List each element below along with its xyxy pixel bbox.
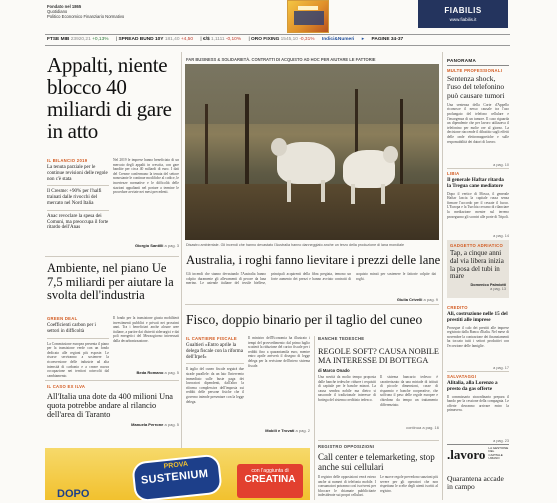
sheep-photo: [185, 64, 439, 240]
tap-byline: Domenico Palmiotti: [470, 283, 506, 288]
ad-badge-top: PROVA: [163, 460, 189, 471]
photo-kicker: FAR BUSINESS & SOLIDARIETÀ. CONTRATTI DI ACQUISTO AD HOC PER AIUTARE LE FATTORIE: [186, 57, 376, 62]
ad-right-main: CREATINA: [244, 474, 296, 485]
banks-byline: di Marco Onado: [318, 368, 350, 373]
second-byline: Beda Romano: [136, 370, 164, 375]
tap-byline-row: [450, 283, 506, 291]
chevron-right-icon: ▸: [361, 37, 365, 42]
banks-body: Una novità da molto tempo proposta dalle banche tedesche: ridurre i requisiti di capitale per le banche minori. La causa sembra nobile ma dietro si nasconde il tradizionale interesse di bottega del sistema creditizio tedesco.: [318, 375, 376, 402]
right-story-2-headline: Il generale Haftar ritarda la Tregua cane mediatore: [447, 177, 504, 189]
lead-summary: [47, 158, 109, 231]
ilva-block[interactable]: [47, 384, 179, 427]
fiabilis-name: FIABILIS: [444, 6, 482, 15]
fisco-byline: Mobili e Trovati: [265, 428, 295, 433]
fisco-summary: [186, 336, 244, 431]
ticker-pages: PAGINE 34-37: [371, 37, 404, 42]
right-story-3-body: Prosegue il calo dei prestiti alle imprese registrato dalla Banca d'Italia. Nel mese di novembre la contrazione dei finanziamenti ha toccato tutti i settori produttivi con l'eccezione delle famiglie.: [447, 325, 509, 348]
masthead-info: [47, 4, 167, 19]
right-story-4[interactable]: [447, 374, 509, 443]
ticker-item: | ORO FIXING 1545,10 -0,31%: [248, 37, 315, 42]
ad-right-box: [237, 464, 303, 498]
lavoro-brand: .lavoro: [447, 446, 486, 462]
fiabilis-url: www.fiabilis.it: [449, 17, 477, 22]
right-story-1-ref: a pag. 10: [493, 162, 509, 167]
tap-section: GADGETTO ADRIATICO: [450, 243, 504, 248]
ticker-item: | €/$ 1,1111 -0,10%: [200, 37, 242, 42]
tap-headline: Tap, a cinque anni dal via libera inizia la posa del tubi in mare: [450, 249, 504, 281]
fiabilis-ad[interactable]: [418, 0, 508, 28]
right-story-4-body: Il commissario straordinario prepara il bando per la cessione della compagnia. Le offerte dovranno arrivare entro la primavera.: [447, 394, 509, 413]
fisco-body: Il taglio del cuneo fiscale seguirà due strade parallele: da un lato l'intervento immediato sulle buste paga dei lavoratori dipendenti, dall'altro la riforma complessiva dell'imposta sui redditi delle persone fisiche che il governo intende presentare con la legge delega.: [186, 367, 244, 404]
lead-body-left: Nel 2019 le imprese hanno beneficiato di un mercato degli appalti in crescita, con gare bandite per circa 40 miliardi di euro. I dati del Cresme confermano la tenuta del settore nonostante le continue modifiche al codice, le incertezze normative e le difficoltà delle stazioni appaltanti nel portare a termine le procedure avviate nei mesi precedenti.: [113, 158, 179, 195]
fisco-headline[interactable]: Fisco, doppio binario per il taglio del cuneo: [186, 312, 423, 327]
right-story-3-headline: Ali, costruzione nelle 15 del prestiti alle imprese: [447, 311, 508, 323]
right-story-2-ref: a pag. 14: [493, 233, 509, 238]
sustenium-ad[interactable]: [45, 448, 310, 500]
ad-badge: [131, 454, 223, 503]
banks-section: BANCHE TEDESCHE: [318, 336, 365, 341]
photo-page-ref: a pag. 9: [423, 297, 438, 302]
tap-box[interactable]: [447, 240, 509, 298]
callcenter-body-2: Le nuove regole prevedono sanzioni più severe per gli operatori che non rispettano le scelte degli utenti iscritti al registro.: [380, 475, 438, 493]
lead-section: IL BILANCIO 2019: [47, 158, 88, 163]
lead-headline[interactable]: Appalti, niente blocco 40 miliardi di gare in atto: [47, 53, 172, 143]
ilva-byline: Manuela Perrone: [131, 421, 164, 427]
right-story-4-section: SALVATAGGI: [447, 374, 477, 379]
lavoro-headline: Quarantena accade in campo: [447, 473, 504, 491]
right-story-2-body: Dopo il vertice di Mosca, il generale Haftar lascia la capitale russa senza firmare l'accordo per il cessate il fuoco. L'Europa e la Turchia cercano di rilanciare la mediazione mentre sul terreno proseguono gli scontri alle porte di Tripoli.: [447, 191, 509, 219]
callcenter-headline: Call center e telemarketing, stop anche sui cellulari: [318, 452, 435, 472]
panorama-label: PANORAMA: [447, 58, 477, 63]
lead-byline: Giorgio Santilli: [134, 243, 164, 248]
lead-page-ref: a pag. 3: [164, 243, 179, 248]
founded-line: Fondato nel 1865: [47, 4, 82, 9]
second-page-ref: a pag. 5: [164, 370, 179, 375]
photo-byline-row: [186, 297, 438, 302]
tap-ref: a pag. 13: [490, 287, 506, 292]
ilva-page-ref: a pag. 5: [164, 421, 179, 427]
tagline-line: Politico Economico Finanziario Normativo: [47, 14, 125, 19]
ticker-item: | SPREAD BUND 10Y 181,40 +4,50: [115, 37, 193, 42]
ad-badge-main: SUSTENIUM: [140, 467, 209, 487]
banks-headline: REGOLE SOFT? CAUSA NOBILE MA INTERESSE DI BOTTEGA: [318, 347, 439, 365]
right-story-3[interactable]: [447, 305, 509, 370]
photo-body: Gli incendi che stanno devastando l'Australia hanno colpito duramente gli allevamenti di pecore da lana merino. Le aziende italiane del tessile biellese, principali acquirenti della fibra pregiata, temono un forte aumento dei prezzi e hanno avviato contratti di acquisto mirati per sostenere le fattorie colpite dai roghi.: [186, 272, 436, 286]
fisco-dek: Gualtieri «Entro aprile la delega fiscale con la riforma dell'Irpef»: [186, 343, 243, 360]
right-story-4-headline: Alitalia, alla Lorenzo a presto da gas offerte: [447, 380, 498, 392]
ilva-section: IL CASO EX ILVA: [47, 384, 86, 389]
right-story-2[interactable]: [447, 171, 509, 238]
banks-body-2: Il sistema bancario tedesco è caratterizzato da una miriade di istituti di piccole dimensioni, casse di risparmio e banche cooperative, che soffrono il peso delle regole europee e chiedono da tempo un trattamento differenziato.: [380, 375, 438, 407]
second-item-1: Coefficienti carbon per i settori in difficoltà: [47, 323, 96, 334]
right-story-1[interactable]: [447, 68, 509, 167]
fisco-page-ref: a pag. 2: [295, 428, 310, 433]
lavoro-block[interactable]: [447, 447, 509, 491]
second-summary: [47, 316, 109, 376]
indices-link[interactable]: Indici&Numeri: [321, 37, 355, 42]
second-headline[interactable]: Ambiente, nel piano Ue 7,5 miliardi per aiutare la svolta dell'industria: [47, 261, 174, 302]
right-story-2-section: LIBIA: [447, 171, 460, 176]
lead-byline-row: [113, 243, 179, 248]
banks-block[interactable]: [318, 336, 439, 430]
second-body: La Commissione europea presenta il piano per la transizione verde con un fondo dedicato alle regioni più esposte. Le risorse serviranno a sostenere la riconversione delle industrie ad alta intensità di carbonio e a creare nuova occupazione nei territori coinvolti dal cambiamento.: [47, 341, 109, 378]
right-story-4-ref: a pag. 23: [493, 438, 509, 443]
kind-line: Quotidiano: [47, 9, 68, 14]
ticker-item: FTSE MIB 23920,21 +0,13%: [47, 37, 109, 42]
lavoro-sub: LA GESTIONE DEL CAPITALE UMANO: [488, 446, 509, 461]
market-ticker: [47, 37, 512, 42]
photo-caption: Disastro ambientale. Gli incendi che hanno devastato l'Australia hanno danneggiato anche un terzo della produzione di lana mondiale: [186, 243, 405, 247]
second-body-right: Il fondo per la transizione giusta mobiliterà investimenti pubblici e privati nei prossimi anni. Tra i beneficiari anche alcune aree italiane, a partire dai distretti siderurgici e dai poli energetici del Mezzogiorno interessati dalla decarbonizzazione.: [113, 316, 179, 343]
photo-headline[interactable]: Australia, i roghi fanno lievitare i prezzi delle lane: [186, 253, 441, 267]
ilva-byline-row: [47, 422, 179, 427]
callcenter-body: Il registro delle opposizioni verrà esteso anche ai numeri di telefonia mobile. I consumatori potranno così iscriversi per bloccare le chiamate pubblicitarie indesiderate sui propri cellulari.: [318, 475, 376, 498]
banks-page-ref: continua a pag. 16: [406, 425, 439, 430]
ad-right-small: con l'aggiunta di: [251, 468, 289, 474]
callcenter-section: REGISTRO OPPOSIZIONI: [318, 444, 375, 449]
right-story-3-ref: a pag. 17: [493, 365, 509, 370]
lead-item-2: Anac revoclare la spesa dei Comuni, ma preoccupa il forte ritardo dell'Anas: [47, 213, 109, 231]
right-story-1-section: MULTE PROFESSIONALI: [447, 68, 503, 73]
ilva-headline: All'Italia una dote da 400 milioni Una quota potrebbe andare al rilancio dell'area di Taranto: [47, 392, 173, 420]
right-story-1-headline: Sentenza shock, l'uso del telefonino può causare tumori: [447, 74, 505, 100]
callcenter-block[interactable]: [318, 444, 439, 498]
lead-dek: La tenuta parziale per le continue revisioni delle regole non c'è stata: [47, 165, 108, 182]
fisco-body-2: Il ministro dell'Economia ha illustrato i tempi del provvedimento: dal primo luglio scatterà la riduzione del carico fiscale per i redditi fino a quarantamila euro, mentre entro aprile arriverà il disegno di legge delega per la revisione dell'intero sistema fiscale.: [248, 336, 310, 368]
right-story-1-body: Una sentenza della Corte d'Appello riconosce il nesso causale tra l'uso prolungato del telefono cellulare e l'insorgenza di un tumore. Il caso riguarda un dipendente che per lavoro utilizzava il telefonino per molte ore al giorno. La decisione riaccende il dibattito sugli effetti delle onde elettromagnetiche e sulle responsabilità dei datori di lavoro.: [447, 102, 509, 144]
second-byline-row: [113, 370, 179, 375]
fisco-section: IL CANTIERE FISCALE: [186, 336, 237, 341]
ad-left-word: DOPO: [57, 488, 90, 500]
second-section: GREEN DEAL: [47, 316, 78, 321]
fisco-byline-row: [248, 428, 310, 433]
right-story-3-section: CREDITO: [447, 305, 468, 310]
lead-item-1: Il Cresme: +90% per l'halfi trainati dalle rivocchi del mercato nel Nord Italia: [47, 189, 102, 206]
masthead-promo-image: [287, 0, 329, 33]
photo-byline: Giulia Crivelli: [396, 297, 423, 302]
